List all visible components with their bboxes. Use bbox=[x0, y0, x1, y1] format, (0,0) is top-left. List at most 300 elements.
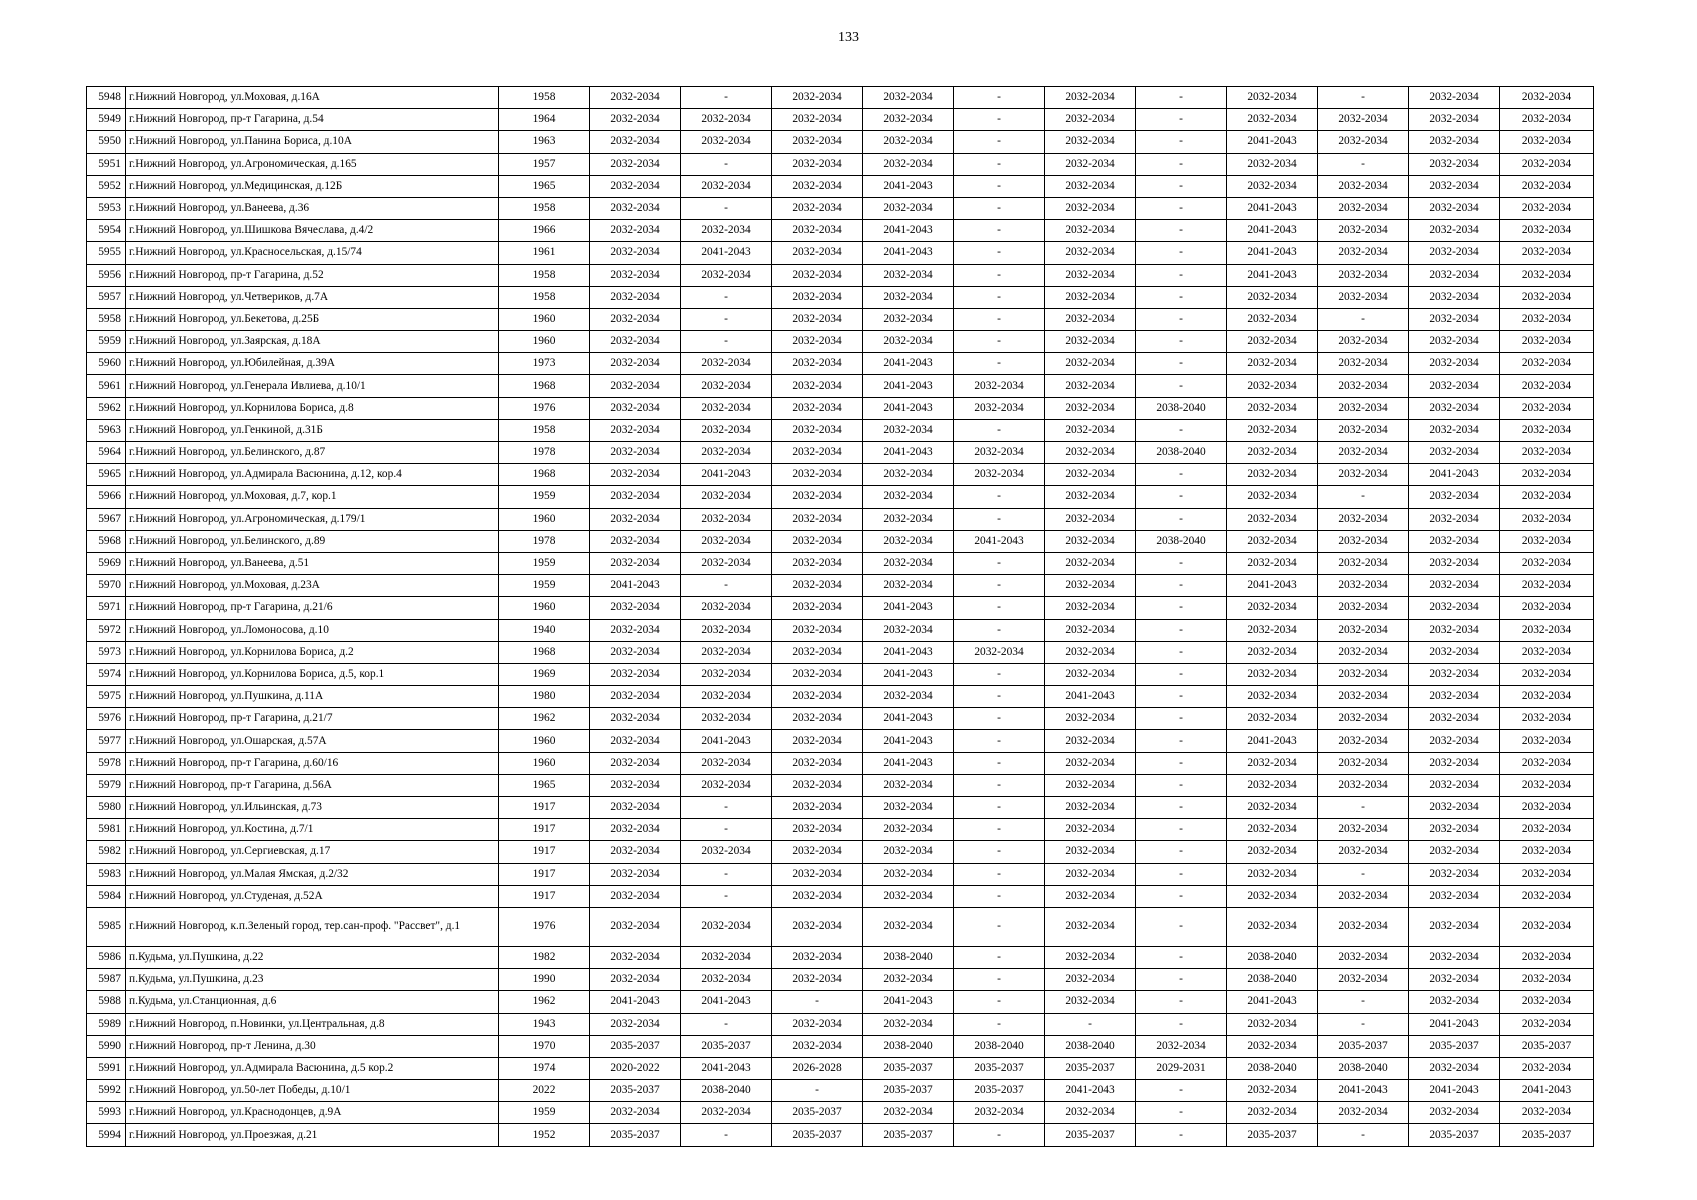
period-cell: - bbox=[1045, 1013, 1136, 1035]
period-cell: 2032-2034 bbox=[772, 1013, 863, 1035]
address-cell: г.Нижний Новгород, ул.Ванеева, д.36 bbox=[126, 197, 499, 219]
period-cell: 2035-2037 bbox=[1500, 1124, 1594, 1146]
period-cell: 2041-2043 bbox=[1227, 575, 1318, 597]
period-cell: 2032-2034 bbox=[1045, 885, 1136, 907]
year-cell: 1976 bbox=[499, 907, 590, 946]
period-cell: 2035-2037 bbox=[954, 1080, 1045, 1102]
period-cell: - bbox=[954, 1124, 1045, 1146]
period-cell: 2032-2034 bbox=[1227, 885, 1318, 907]
address-cell: г.Нижний Новгород, пр-т Гагарина, д.60/16 bbox=[126, 752, 499, 774]
period-cell: 2032-2034 bbox=[1045, 442, 1136, 464]
period-cell: 2032-2034 bbox=[954, 641, 1045, 663]
period-cell: 2032-2034 bbox=[590, 508, 681, 530]
period-cell: 2032-2034 bbox=[1500, 969, 1594, 991]
address-cell: г.Нижний Новгород, ул.Костина, д.7/1 bbox=[126, 819, 499, 841]
address-cell: г.Нижний Новгород, ул.Сергиевская, д.17 bbox=[126, 841, 499, 863]
period-cell: - bbox=[1318, 1124, 1409, 1146]
period-cell: 2041-2043 bbox=[1227, 264, 1318, 286]
period-cell: - bbox=[1136, 131, 1227, 153]
period-cell: - bbox=[681, 286, 772, 308]
year-cell: 1966 bbox=[499, 220, 590, 242]
period-cell: 2032-2034 bbox=[1045, 486, 1136, 508]
address-cell: г.Нижний Новгород, ул.Моховая, д.16А bbox=[126, 87, 499, 109]
page-number: 133 bbox=[838, 30, 859, 45]
period-cell: 2032-2034 bbox=[772, 131, 863, 153]
period-cell: - bbox=[1136, 991, 1227, 1013]
period-cell: 2032-2034 bbox=[1409, 442, 1500, 464]
table-row bbox=[87, 907, 1594, 946]
address-cell: г.Нижний Новгород, ул.Агрономическая, д.179/1 bbox=[126, 508, 499, 530]
period-cell: 2035-2037 bbox=[1500, 1035, 1594, 1057]
period-cell: 2041-2043 bbox=[681, 242, 772, 264]
period-cell: 2032-2034 bbox=[1318, 331, 1409, 353]
period-cell: 2032-2034 bbox=[1409, 331, 1500, 353]
period-cell: 2032-2034 bbox=[1045, 264, 1136, 286]
period-cell: 2032-2034 bbox=[1227, 774, 1318, 796]
table-row bbox=[87, 353, 1594, 375]
row-number-cell: 5955 bbox=[87, 242, 126, 264]
year-cell: 1978 bbox=[499, 442, 590, 464]
period-cell: 2032-2034 bbox=[863, 686, 954, 708]
period-cell: 2032-2034 bbox=[1227, 353, 1318, 375]
period-cell: 2032-2034 bbox=[863, 419, 954, 441]
period-cell: 2041-2043 bbox=[1227, 131, 1318, 153]
address-cell: г.Нижний Новгород, пр-т Гагарина, д.54 bbox=[126, 109, 499, 131]
period-cell: 2032-2034 bbox=[863, 331, 954, 353]
period-cell: 2032-2034 bbox=[1409, 153, 1500, 175]
period-cell: 2041-2043 bbox=[863, 641, 954, 663]
period-cell: 2032-2034 bbox=[1045, 730, 1136, 752]
row-number-cell: 5976 bbox=[87, 708, 126, 730]
period-cell: 2032-2034 bbox=[1409, 597, 1500, 619]
table-row bbox=[87, 774, 1594, 796]
period-cell: 2035-2037 bbox=[863, 1057, 954, 1079]
period-cell: 2032-2034 bbox=[590, 708, 681, 730]
period-cell: 2032-2034 bbox=[1500, 353, 1594, 375]
period-cell: 2032-2034 bbox=[1227, 419, 1318, 441]
period-cell: 2032-2034 bbox=[1227, 1035, 1318, 1057]
period-cell: - bbox=[681, 87, 772, 109]
period-cell: 2032-2034 bbox=[590, 153, 681, 175]
period-cell: - bbox=[954, 242, 1045, 264]
period-cell: 2032-2034 bbox=[590, 286, 681, 308]
address-cell: п.Кудьма, ул.Пушкина, д.23 bbox=[126, 969, 499, 991]
year-cell: 1960 bbox=[499, 331, 590, 353]
period-cell: 2032-2034 bbox=[1318, 686, 1409, 708]
period-cell: 2032-2034 bbox=[772, 242, 863, 264]
period-cell: 2038-2040 bbox=[1045, 1035, 1136, 1057]
table-row bbox=[87, 575, 1594, 597]
period-cell: 2032-2034 bbox=[1409, 109, 1500, 131]
schedule-table bbox=[86, 86, 1594, 1147]
period-cell: 2032-2034 bbox=[590, 131, 681, 153]
row-number-cell: 5970 bbox=[87, 575, 126, 597]
period-cell: 2032-2034 bbox=[1500, 686, 1594, 708]
period-cell: 2032-2034 bbox=[1045, 552, 1136, 574]
row-number-cell: 5972 bbox=[87, 619, 126, 641]
table-row bbox=[87, 863, 1594, 885]
period-cell: 2032-2034 bbox=[1227, 552, 1318, 574]
period-cell: 2041-2043 bbox=[590, 575, 681, 597]
period-cell: 2041-2043 bbox=[1500, 1080, 1594, 1102]
period-cell: 2032-2034 bbox=[1045, 991, 1136, 1013]
table-row bbox=[87, 286, 1594, 308]
period-cell: 2032-2034 bbox=[590, 419, 681, 441]
row-number-cell: 5949 bbox=[87, 109, 126, 131]
table-row bbox=[87, 619, 1594, 641]
period-cell: 2032-2034 bbox=[1409, 131, 1500, 153]
period-cell: 2032-2034 bbox=[1045, 175, 1136, 197]
period-cell: 2032-2034 bbox=[1409, 264, 1500, 286]
period-cell: 2032-2034 bbox=[1227, 286, 1318, 308]
address-cell: г.Нижний Новгород, пр-т Гагарина, д.56А bbox=[126, 774, 499, 796]
period-cell: 2032-2034 bbox=[1227, 641, 1318, 663]
period-cell: 2032-2034 bbox=[772, 308, 863, 330]
period-cell: 2032-2034 bbox=[1500, 197, 1594, 219]
period-cell: 2041-2043 bbox=[1409, 1013, 1500, 1035]
period-cell: 2032-2034 bbox=[772, 841, 863, 863]
period-cell: 2032-2034 bbox=[1045, 774, 1136, 796]
period-cell: 2032-2034 bbox=[590, 197, 681, 219]
period-cell: 2032-2034 bbox=[590, 242, 681, 264]
period-cell: 2032-2034 bbox=[1227, 530, 1318, 552]
period-cell: 2035-2037 bbox=[590, 1035, 681, 1057]
period-cell: 2032-2034 bbox=[1500, 375, 1594, 397]
period-cell: 2032-2034 bbox=[1318, 530, 1409, 552]
period-cell: 2032-2034 bbox=[772, 774, 863, 796]
period-cell: 2032-2034 bbox=[772, 797, 863, 819]
period-cell: 2041-2043 bbox=[1227, 220, 1318, 242]
period-cell: 2032-2034 bbox=[681, 752, 772, 774]
period-cell: - bbox=[954, 863, 1045, 885]
period-cell: - bbox=[1136, 264, 1227, 286]
year-cell: 1958 bbox=[499, 87, 590, 109]
period-cell: - bbox=[1136, 220, 1227, 242]
period-cell: 2032-2034 bbox=[681, 641, 772, 663]
period-cell: 2032-2034 bbox=[1045, 969, 1136, 991]
period-cell: 2032-2034 bbox=[1500, 109, 1594, 131]
period-cell: 2032-2034 bbox=[590, 641, 681, 663]
period-cell: 2032-2034 bbox=[1500, 419, 1594, 441]
period-cell: - bbox=[1136, 841, 1227, 863]
period-cell: 2032-2034 bbox=[1227, 175, 1318, 197]
table-row bbox=[87, 969, 1594, 991]
address-cell: г.Нижний Новгород, ул.Заярская, д.18А bbox=[126, 331, 499, 353]
period-cell: 2038-2040 bbox=[1227, 1057, 1318, 1079]
period-cell: 2041-2043 bbox=[954, 530, 1045, 552]
period-cell: 2032-2034 bbox=[1500, 819, 1594, 841]
period-cell: 2032-2034 bbox=[863, 619, 954, 641]
table-row bbox=[87, 752, 1594, 774]
period-cell: 2032-2034 bbox=[1318, 885, 1409, 907]
period-cell: 2032-2034 bbox=[772, 264, 863, 286]
period-cell: 2041-2043 bbox=[1227, 197, 1318, 219]
address-cell: г.Нижний Новгород, пр-т Ленина, д.30 bbox=[126, 1035, 499, 1057]
period-cell: 2032-2034 bbox=[1318, 946, 1409, 968]
period-cell: - bbox=[1136, 885, 1227, 907]
period-cell: 2032-2034 bbox=[863, 197, 954, 219]
period-cell: 2032-2034 bbox=[772, 969, 863, 991]
period-cell: 2041-2043 bbox=[681, 730, 772, 752]
period-cell: 2032-2034 bbox=[681, 220, 772, 242]
period-cell: - bbox=[954, 175, 1045, 197]
year-cell: 1968 bbox=[499, 641, 590, 663]
table-row bbox=[87, 375, 1594, 397]
row-number-cell: 5968 bbox=[87, 530, 126, 552]
period-cell: 2032-2034 bbox=[863, 131, 954, 153]
row-number-cell: 5993 bbox=[87, 1102, 126, 1124]
period-cell: 2032-2034 bbox=[1409, 242, 1500, 264]
period-cell: 2032-2034 bbox=[772, 597, 863, 619]
period-cell: - bbox=[1318, 1013, 1409, 1035]
year-cell: 2022 bbox=[499, 1080, 590, 1102]
row-number-cell: 5982 bbox=[87, 841, 126, 863]
period-cell: 2032-2034 bbox=[863, 841, 954, 863]
row-number-cell: 5994 bbox=[87, 1124, 126, 1146]
address-cell: г.Нижний Новгород, ул.Шишкова Вячеслава, д.4/2 bbox=[126, 220, 499, 242]
row-number-cell: 5981 bbox=[87, 819, 126, 841]
period-cell: 2032-2034 bbox=[954, 375, 1045, 397]
period-cell: 2035-2037 bbox=[1318, 1035, 1409, 1057]
period-cell: - bbox=[1136, 375, 1227, 397]
period-cell: 2032-2034 bbox=[1045, 197, 1136, 219]
table-row bbox=[87, 1080, 1594, 1102]
period-cell: 2038-2040 bbox=[1136, 397, 1227, 419]
period-cell: 2032-2034 bbox=[1227, 663, 1318, 685]
period-cell: 2035-2037 bbox=[1045, 1057, 1136, 1079]
period-cell: - bbox=[1136, 619, 1227, 641]
period-cell: - bbox=[681, 575, 772, 597]
period-cell: - bbox=[954, 87, 1045, 109]
period-cell: - bbox=[1136, 752, 1227, 774]
period-cell: 2032-2034 bbox=[1318, 552, 1409, 574]
period-cell: 2032-2034 bbox=[1136, 1035, 1227, 1057]
period-cell: 2032-2034 bbox=[1227, 486, 1318, 508]
period-cell: - bbox=[1136, 575, 1227, 597]
period-cell: 2032-2034 bbox=[1227, 819, 1318, 841]
period-cell: 2032-2034 bbox=[590, 552, 681, 574]
table-row bbox=[87, 87, 1594, 109]
period-cell: - bbox=[681, 819, 772, 841]
period-cell: 2032-2034 bbox=[590, 397, 681, 419]
period-cell: 2032-2034 bbox=[1409, 575, 1500, 597]
period-cell: 2032-2034 bbox=[1409, 552, 1500, 574]
period-cell: 2032-2034 bbox=[1045, 109, 1136, 131]
period-cell: - bbox=[681, 1013, 772, 1035]
period-cell: 2032-2034 bbox=[1318, 663, 1409, 685]
period-cell: 2032-2034 bbox=[1500, 242, 1594, 264]
period-cell: - bbox=[954, 969, 1045, 991]
period-cell: - bbox=[1136, 109, 1227, 131]
period-cell: 2032-2034 bbox=[1500, 87, 1594, 109]
period-cell: 2041-2043 bbox=[1227, 730, 1318, 752]
period-cell: 2032-2034 bbox=[1227, 863, 1318, 885]
address-cell: г.Нижний Новгород, ул.Корнилова Бориса, д.2 bbox=[126, 641, 499, 663]
period-cell: - bbox=[1136, 1013, 1227, 1035]
table-row bbox=[87, 663, 1594, 685]
year-cell: 1963 bbox=[499, 131, 590, 153]
period-cell: 2029-2031 bbox=[1136, 1057, 1227, 1079]
year-cell: 1917 bbox=[499, 797, 590, 819]
period-cell: 2032-2034 bbox=[681, 530, 772, 552]
period-cell: 2032-2034 bbox=[772, 663, 863, 685]
year-cell: 1961 bbox=[499, 242, 590, 264]
period-cell: 2032-2034 bbox=[772, 907, 863, 946]
row-number-cell: 5958 bbox=[87, 308, 126, 330]
table-row bbox=[87, 419, 1594, 441]
year-cell: 1960 bbox=[499, 730, 590, 752]
period-cell: - bbox=[1136, 597, 1227, 619]
address-cell: г.Нижний Новгород, ул.Студеная, д.52А bbox=[126, 885, 499, 907]
row-number-cell: 5989 bbox=[87, 1013, 126, 1035]
row-number-cell: 5948 bbox=[87, 87, 126, 109]
period-cell: 2032-2034 bbox=[681, 508, 772, 530]
period-cell: 2041-2043 bbox=[1409, 464, 1500, 486]
period-cell: 2035-2037 bbox=[863, 1080, 954, 1102]
address-cell: г.Нижний Новгород, ул.Адмирала Васюнина, д.5 кор.2 bbox=[126, 1057, 499, 1079]
period-cell: 2032-2034 bbox=[1227, 1102, 1318, 1124]
period-cell: 2038-2040 bbox=[863, 1035, 954, 1057]
period-cell: 2032-2034 bbox=[1500, 863, 1594, 885]
address-cell: г.Нижний Новгород, ул.Ванеева, д.51 bbox=[126, 552, 499, 574]
period-cell: 2032-2034 bbox=[1045, 397, 1136, 419]
period-cell: 2032-2034 bbox=[1318, 109, 1409, 131]
period-cell: 2032-2034 bbox=[1409, 946, 1500, 968]
period-cell: 2032-2034 bbox=[1318, 353, 1409, 375]
period-cell: 2032-2034 bbox=[590, 442, 681, 464]
period-cell: 2032-2034 bbox=[772, 331, 863, 353]
period-cell: 2032-2034 bbox=[1045, 797, 1136, 819]
period-cell: 2032-2034 bbox=[1409, 819, 1500, 841]
period-cell: 2038-2040 bbox=[954, 1035, 1045, 1057]
period-cell: 2032-2034 bbox=[1500, 1013, 1594, 1035]
table-row bbox=[87, 991, 1594, 1013]
address-cell: г.Нижний Новгород, ул.Красносельская, д.15/74 bbox=[126, 242, 499, 264]
period-cell: 2035-2037 bbox=[954, 1057, 1045, 1079]
address-cell: г.Нижний Новгород, ул.Агрономическая, д.165 bbox=[126, 153, 499, 175]
period-cell: 2032-2034 bbox=[772, 486, 863, 508]
period-cell: - bbox=[954, 220, 1045, 242]
period-cell: 2032-2034 bbox=[1318, 197, 1409, 219]
period-cell: 2032-2034 bbox=[1409, 841, 1500, 863]
period-cell: 2032-2034 bbox=[1045, 153, 1136, 175]
period-cell: 2032-2034 bbox=[772, 863, 863, 885]
period-cell: 2032-2034 bbox=[1500, 153, 1594, 175]
period-cell: 2032-2034 bbox=[681, 841, 772, 863]
period-cell: 2032-2034 bbox=[1045, 508, 1136, 530]
period-cell: 2032-2034 bbox=[590, 907, 681, 946]
period-cell: 2032-2034 bbox=[1045, 353, 1136, 375]
table-row bbox=[87, 841, 1594, 863]
year-cell: 1968 bbox=[499, 375, 590, 397]
period-cell: 2032-2034 bbox=[681, 264, 772, 286]
period-cell: 2038-2040 bbox=[1136, 442, 1227, 464]
period-cell: 2032-2034 bbox=[772, 175, 863, 197]
period-cell: 2032-2034 bbox=[1500, 220, 1594, 242]
period-cell: - bbox=[1136, 730, 1227, 752]
period-cell: - bbox=[1136, 197, 1227, 219]
year-cell: 1978 bbox=[499, 530, 590, 552]
row-number-cell: 5987 bbox=[87, 969, 126, 991]
period-cell: 2035-2037 bbox=[1227, 1124, 1318, 1146]
period-cell: - bbox=[1136, 508, 1227, 530]
period-cell: - bbox=[1136, 946, 1227, 968]
row-number-cell: 5990 bbox=[87, 1035, 126, 1057]
period-cell: - bbox=[954, 264, 1045, 286]
period-cell: 2032-2034 bbox=[1318, 464, 1409, 486]
period-cell: - bbox=[954, 619, 1045, 641]
period-cell: - bbox=[1318, 87, 1409, 109]
period-cell: 2032-2034 bbox=[772, 641, 863, 663]
table-row bbox=[87, 242, 1594, 264]
period-cell: 2032-2034 bbox=[590, 946, 681, 968]
period-cell: 2032-2034 bbox=[1409, 397, 1500, 419]
year-cell: 1959 bbox=[499, 552, 590, 574]
period-cell: 2032-2034 bbox=[1409, 286, 1500, 308]
address-cell: г.Нижний Новгород, ул.Корнилова Бориса, д.8 bbox=[126, 397, 499, 419]
period-cell: 2041-2043 bbox=[863, 353, 954, 375]
period-cell: 2032-2034 bbox=[1409, 508, 1500, 530]
period-cell: 2032-2034 bbox=[863, 308, 954, 330]
period-cell: 2032-2034 bbox=[1500, 946, 1594, 968]
address-cell: г.Нижний Новгород, ул.Юбилейная, д.39А bbox=[126, 353, 499, 375]
table-row bbox=[87, 597, 1594, 619]
address-cell: г.Нижний Новгород, ул.Бекетова, д.25Б bbox=[126, 308, 499, 330]
period-cell: 2032-2034 bbox=[772, 552, 863, 574]
period-cell: 2032-2034 bbox=[1409, 220, 1500, 242]
period-cell: - bbox=[1136, 87, 1227, 109]
period-cell: - bbox=[954, 686, 1045, 708]
period-cell: 2032-2034 bbox=[681, 774, 772, 796]
row-number-cell: 5962 bbox=[87, 397, 126, 419]
period-cell: 2032-2034 bbox=[1227, 686, 1318, 708]
period-cell: 2032-2034 bbox=[1409, 969, 1500, 991]
period-cell: 2032-2034 bbox=[772, 686, 863, 708]
period-cell: - bbox=[1318, 797, 1409, 819]
period-cell: 2032-2034 bbox=[590, 797, 681, 819]
year-cell: 1960 bbox=[499, 508, 590, 530]
period-cell: 2032-2034 bbox=[590, 1102, 681, 1124]
period-cell: 2035-2037 bbox=[772, 1102, 863, 1124]
address-cell: г.Нижний Новгород, ул.50-лет Победы, д.10/1 bbox=[126, 1080, 499, 1102]
table-row bbox=[87, 530, 1594, 552]
period-cell: 2032-2034 bbox=[1227, 464, 1318, 486]
row-number-cell: 5983 bbox=[87, 863, 126, 885]
period-cell: 2032-2034 bbox=[1045, 331, 1136, 353]
table-row bbox=[87, 397, 1594, 419]
table-row bbox=[87, 1102, 1594, 1124]
year-cell: 1976 bbox=[499, 397, 590, 419]
period-cell: 2032-2034 bbox=[590, 175, 681, 197]
period-cell: 2032-2034 bbox=[863, 863, 954, 885]
period-cell: 2032-2034 bbox=[1227, 397, 1318, 419]
period-cell: 2032-2034 bbox=[1409, 375, 1500, 397]
year-cell: 1980 bbox=[499, 686, 590, 708]
period-cell: 2032-2034 bbox=[1045, 907, 1136, 946]
period-cell: 2032-2034 bbox=[1318, 508, 1409, 530]
period-cell: 2032-2034 bbox=[1045, 131, 1136, 153]
year-cell: 1917 bbox=[499, 841, 590, 863]
period-cell: 2032-2034 bbox=[1500, 752, 1594, 774]
row-number-cell: 5963 bbox=[87, 419, 126, 441]
year-cell: 1952 bbox=[499, 1124, 590, 1146]
row-number-cell: 5975 bbox=[87, 686, 126, 708]
period-cell: 2032-2034 bbox=[1500, 308, 1594, 330]
period-cell: 2032-2034 bbox=[1045, 946, 1136, 968]
period-cell: - bbox=[1136, 686, 1227, 708]
period-cell: 2032-2034 bbox=[1318, 375, 1409, 397]
period-cell: 2032-2034 bbox=[1227, 375, 1318, 397]
